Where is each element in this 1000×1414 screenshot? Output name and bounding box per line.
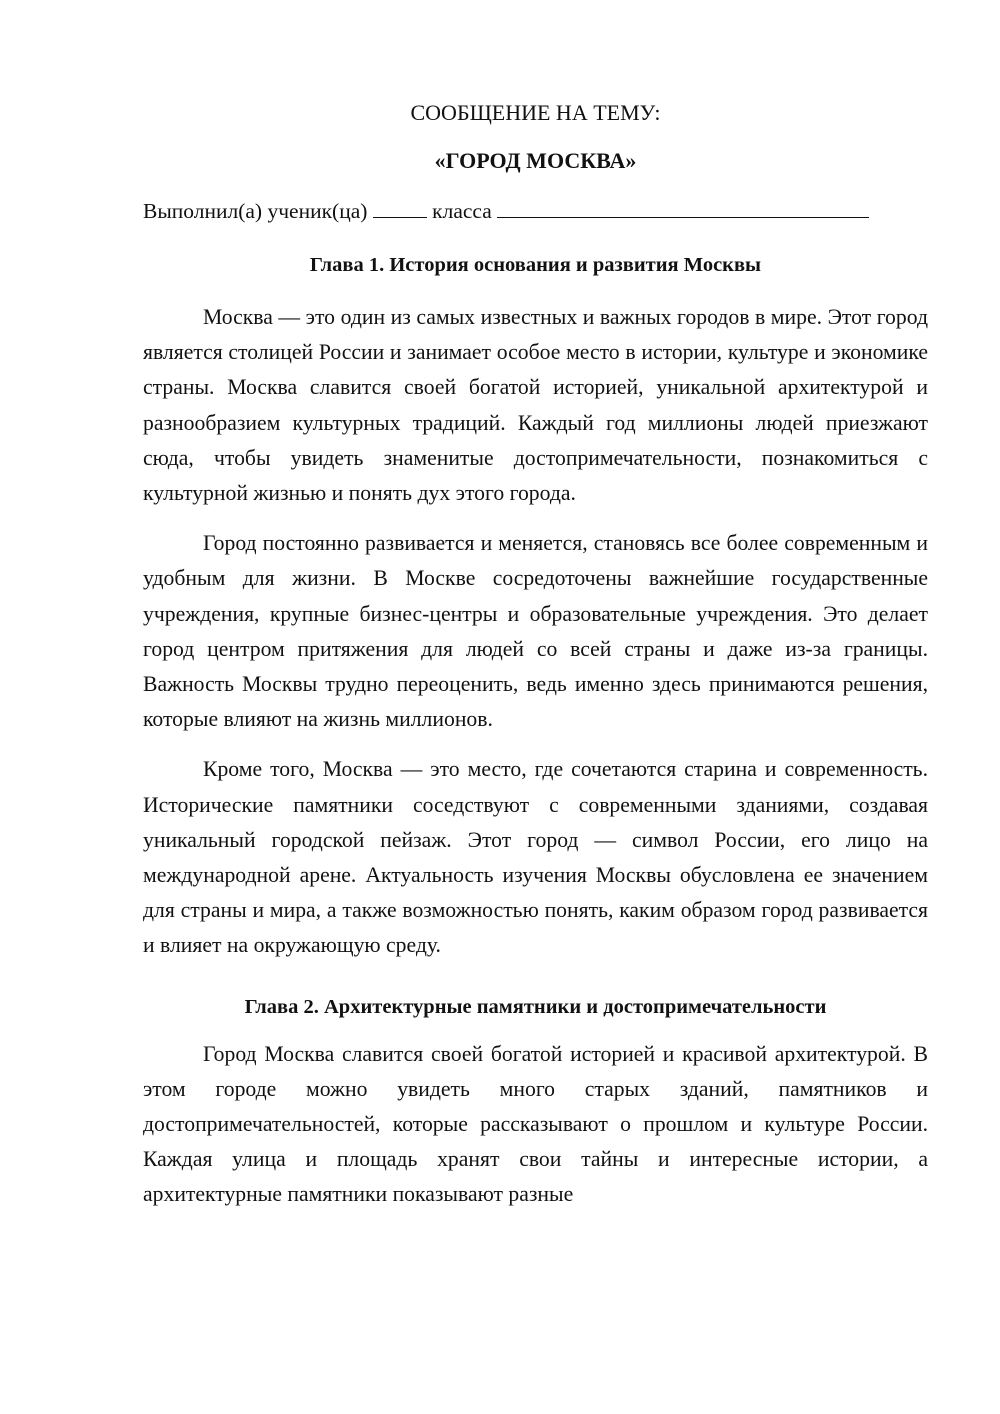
name-blank-field[interactable] — [497, 195, 869, 218]
chapter-2-paragraph-1: Город Москва славится своей богатой историей и красивой архитектурой. В этом городе можно увидеть много старых зданий, памятников и достопримечательностей, которые рассказывают о прошлом и культуре России. Каждая улица и площадь хранят свои тайны и интересные истории, а архитектурные памятники показывают разные — [143, 1041, 928, 1207]
author-line — [143, 195, 928, 226]
chapter-1-paragraph-2: Город постоянно развивается и меняется, становясь все более современным и удобным для жизни. В Москве сосредоточены важнейшие государственные учреждения, крупные бизнес-центры и образовательные учреждения. Это делает город центром притяжения для людей со всей страны и даже из-за границы. Важность Москвы трудно переоценить, ведь именно здесь принимаются решения, которые влияют на жизнь миллионов. — [143, 531, 928, 732]
document-title-line-1: СООБЩЕНИЕ НА ТЕМУ: — [410, 100, 661, 125]
document-title-line-2: «ГОРОД МОСКВА» — [434, 148, 637, 173]
chapter-1-heading: Глава 1. История основания и развития Москвы — [309, 254, 762, 276]
author-label: Выполнил(а) ученик(ца) — [143, 199, 368, 223]
document-page — [143, 90, 928, 1213]
class-label: класса — [432, 199, 492, 223]
grade-blank-field[interactable] — [373, 195, 427, 218]
chapter-1-paragraph-1: Москва — это один из самых известных и важных городов в мире. Этот город является столицей России и занимает особое место в истории, культуре и экономике страны. Москва славится своей богатой историей, уникальной архитектурой и разнообразием культурных традиций. Каждый год миллионы людей приезжают сюда, чтобы увидеть знаменитые достопримечательности, познакомиться с культурной жизнью и понять дух этого города. — [143, 305, 928, 506]
chapter-2-heading: Глава 2. Архитектурные памятники и достопримечательности — [244, 995, 827, 1018]
chapter-1-paragraph-3: Кроме того, Москва — это место, где сочетаются старина и современность. Исторические памятники соседствуют с современными зданиями, создавая уникальный городской пейзаж. Этот город — символ России, его лицо на международной арене. Актуальность изучения Москвы обусловлена ее значением для страны и мира, а также возможностью понять, каким образом город развивается и влияет на окружающую среду. — [143, 757, 928, 958]
